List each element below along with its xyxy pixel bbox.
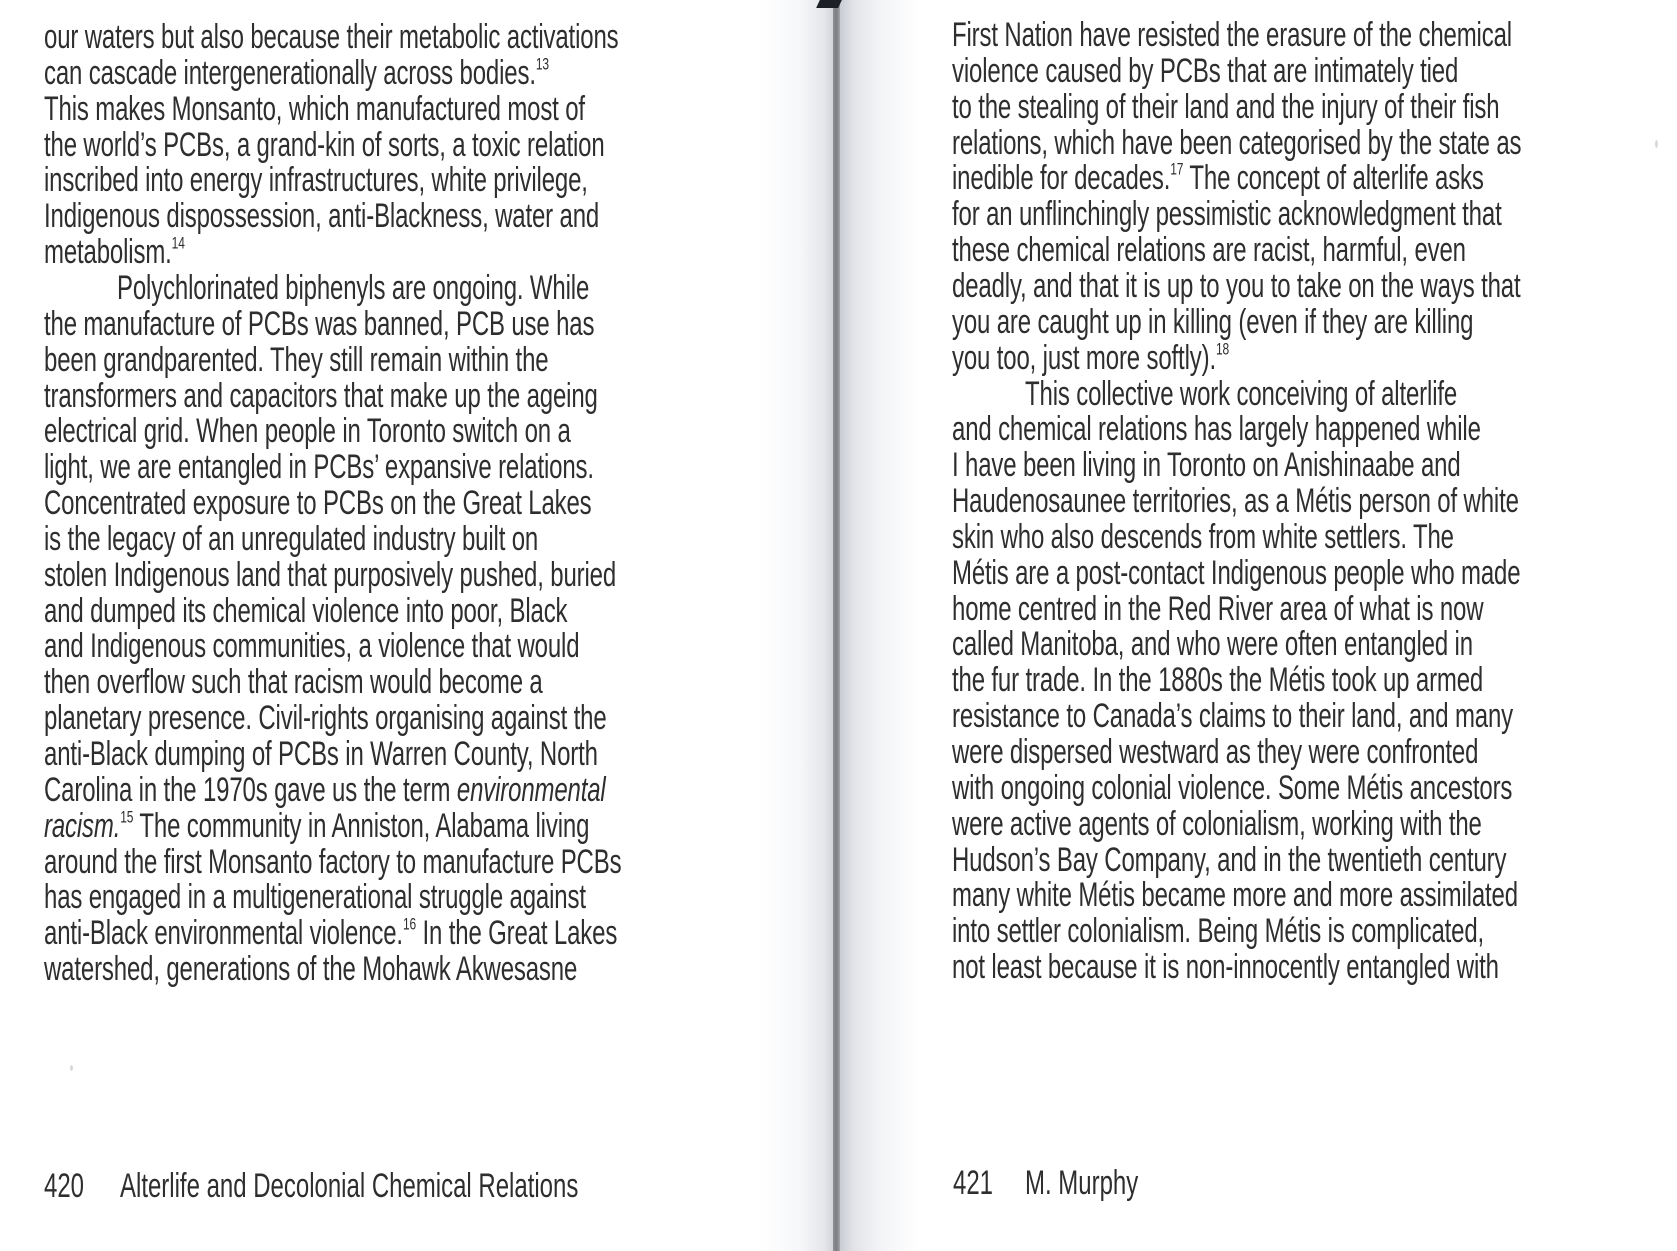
line-text: Polychlorinated biphenyls are ongoing. While (117, 268, 590, 307)
scan-speck (70, 1065, 73, 1071)
text-line (44, 54, 549, 92)
text-line (44, 843, 621, 881)
line-text: Carolina in the 1970s gave us the term (44, 770, 457, 809)
line-text: and chemical relations has largely happened while (952, 410, 1481, 449)
text-line (44, 233, 185, 271)
line-text: you are caught up in killing (even if they are killing (952, 302, 1474, 341)
line-text: stolen Indigenous land that purposively pushed, buried (44, 555, 617, 594)
text-line (952, 661, 1483, 699)
text-line (44, 914, 617, 952)
running-head-left: Alterlife and Decolonial Chemical Relations (120, 1167, 579, 1205)
text-line (44, 771, 606, 809)
line-text: electrical grid. When people in Toronto switch on a (44, 412, 571, 451)
text-line (952, 876, 1518, 914)
text-line (952, 912, 1484, 950)
text-line (1025, 375, 1457, 413)
text-line (952, 88, 1499, 126)
line-text: to the stealing of their land and the injury of their fish (952, 87, 1500, 126)
text-line (952, 805, 1482, 843)
text-line (952, 446, 1461, 484)
text-line (952, 195, 1502, 233)
text-line (44, 448, 594, 486)
line-text: skin who also descends from white settlers. The (952, 517, 1454, 556)
text-line (44, 161, 588, 199)
line-text: light, we are entangled in PCBs’ expansive relations. (44, 448, 594, 487)
footnote-marker[interactable]: 13 (535, 54, 549, 74)
text-line (952, 841, 1506, 879)
line-text: Hudson’s Bay Company, and in the twentieth century (952, 840, 1507, 879)
line-text: relations, which have been categorised by the state as (952, 123, 1522, 162)
line-text: inedible for decades. (952, 159, 1171, 198)
text-line (952, 518, 1454, 556)
text-line (44, 663, 543, 701)
text-line (952, 303, 1473, 341)
footnote-marker[interactable]: 18 (1215, 339, 1230, 359)
text-line (44, 126, 605, 164)
text-line (44, 878, 586, 916)
line-text: home centred in the Red River area of what is now (952, 589, 1484, 628)
page-number-right: 421 (953, 1164, 993, 1202)
line-text: not least because it is non-innocently entangled with (952, 948, 1499, 987)
text-line (44, 18, 618, 56)
footnote-marker[interactable]: 14 (171, 233, 185, 253)
text-line (44, 627, 579, 665)
text-line (952, 267, 1521, 305)
text-line (952, 482, 1519, 520)
text-line (44, 377, 598, 415)
line-text: around the first Monsanto factory to manufacture PCBs (44, 842, 622, 881)
text-line (952, 339, 1229, 377)
left-page (0, 0, 836, 1251)
footnote-marker[interactable]: 16 (402, 914, 416, 934)
text-line (952, 697, 1513, 735)
line-text: transformers and capacitors that make up the ageing (44, 376, 598, 415)
text-line (44, 197, 599, 235)
text-line (44, 520, 538, 558)
line-text: for an unflinchingly pessimistic acknowledgment that (952, 195, 1502, 234)
line-text: inscribed into energy infrastructures, white privilege, (44, 161, 588, 200)
line-text: our waters but also because their metabolic activations (44, 18, 619, 56)
line-text: anti-Black dumping of PCBs in Warren County, North (44, 735, 598, 773)
line-text: called Manitoba, and who were often entangled in (952, 625, 1473, 664)
right-page (840, 0, 1677, 1251)
line-text: Indigenous dispossession, anti-Blackness, water and (44, 197, 600, 236)
line-text: In the Great Lakes (415, 914, 618, 953)
text-line (44, 90, 585, 128)
text-line (44, 950, 577, 988)
text-line (952, 52, 1458, 90)
gutter-corner-mark (816, 0, 842, 8)
text-line (952, 159, 1484, 197)
line-text: and Indigenous communities, a violence that would (44, 627, 580, 666)
line-text: the world’s PCBs, a grand-kin of sorts, a toxic relation (44, 125, 605, 164)
text-line (952, 733, 1478, 771)
running-head-right: M. Murphy (1025, 1164, 1139, 1202)
line-text: were dispersed westward as they were confronted (952, 733, 1479, 771)
line-text: The concept of alterlife asks (1183, 159, 1484, 198)
italic-term: environmental (456, 770, 606, 809)
line-text: and dumped its chemical violence into poor, Black (44, 591, 568, 630)
text-line (952, 769, 1512, 807)
text-line (44, 484, 592, 522)
line-text: anti-Black environmental violence. (44, 914, 403, 953)
line-text: is the legacy of an unregulated industry built on (44, 519, 539, 558)
line-text: these chemical relations are racist, harmful, even (952, 231, 1466, 270)
footnote-marker[interactable]: 17 (1170, 159, 1184, 179)
line-text: metabolism. (44, 233, 172, 272)
line-text: can cascade intergenerationally across bodies. (44, 53, 536, 92)
text-line (44, 699, 607, 737)
line-text: violence caused by PCBs that are intimately tied (952, 51, 1459, 90)
page-number-left: 420 (44, 1167, 84, 1205)
line-text: This makes Monsanto, which manufactured most of (44, 89, 585, 128)
text-line (952, 948, 1499, 986)
text-line (44, 341, 548, 379)
text-line (44, 305, 594, 343)
line-text: then overflow such that racism would become a (44, 663, 543, 702)
line-text: planetary presence. Civil-rights organising against the (44, 699, 607, 738)
scan-speck (1655, 140, 1658, 148)
book-gutter-spine (833, 0, 840, 1251)
line-text: many white Métis became more and more assimilated (952, 876, 1518, 915)
line-text: watershed, generations of the Mohawk Akwesasne (44, 950, 578, 989)
text-line (117, 269, 589, 307)
line-text: has engaged in a multigenerational struggle against (44, 878, 586, 917)
line-text: The community in Anniston, Alabama living (133, 806, 590, 845)
line-text: deadly, and that it is up to you to take on the ways that (952, 266, 1521, 305)
text-line (952, 625, 1473, 663)
line-text: into settler colonialism. Being Métis is complicated, (952, 912, 1485, 951)
line-text: Haudenosaunee territories, as a Métis person of white (952, 482, 1519, 521)
text-line (952, 124, 1521, 162)
line-text: I have been living in Toronto on Anishinaabe and (952, 446, 1461, 485)
line-text: Concentrated exposure to PCBs on the Great Lakes (44, 484, 592, 523)
footnote-marker[interactable]: 15 (120, 807, 134, 827)
text-line (952, 410, 1481, 448)
text-line (44, 807, 589, 845)
line-text: with ongoing colonial violence. Some Métis ancestors (952, 768, 1513, 807)
line-text: First Nation have resisted the erasure of the chemical (952, 16, 1512, 54)
line-text: resistance to Canada’s claims to their land, and many (952, 697, 1514, 736)
line-text: the manufacture of PCBs was banned, PCB use has (44, 304, 595, 343)
line-text: were active agents of colonialism, working with the (952, 804, 1482, 843)
text-line (44, 735, 598, 773)
text-line (952, 231, 1466, 269)
line-text: Métis are a post-contact Indigenous people who made (952, 553, 1521, 592)
text-line (44, 412, 571, 450)
text-line (952, 16, 1512, 54)
line-text: the fur trade. In the 1880s the Métis took up armed (952, 661, 1484, 700)
text-line (44, 556, 616, 594)
italic-term: racism. (44, 806, 121, 845)
line-text: This collective work conceiving of alterlife (1025, 374, 1458, 413)
text-line (952, 554, 1520, 592)
line-text: you too, just more softly). (952, 338, 1216, 377)
text-line (44, 592, 567, 630)
line-text: been grandparented. They still remain within the (44, 340, 549, 379)
text-line (952, 590, 1483, 628)
